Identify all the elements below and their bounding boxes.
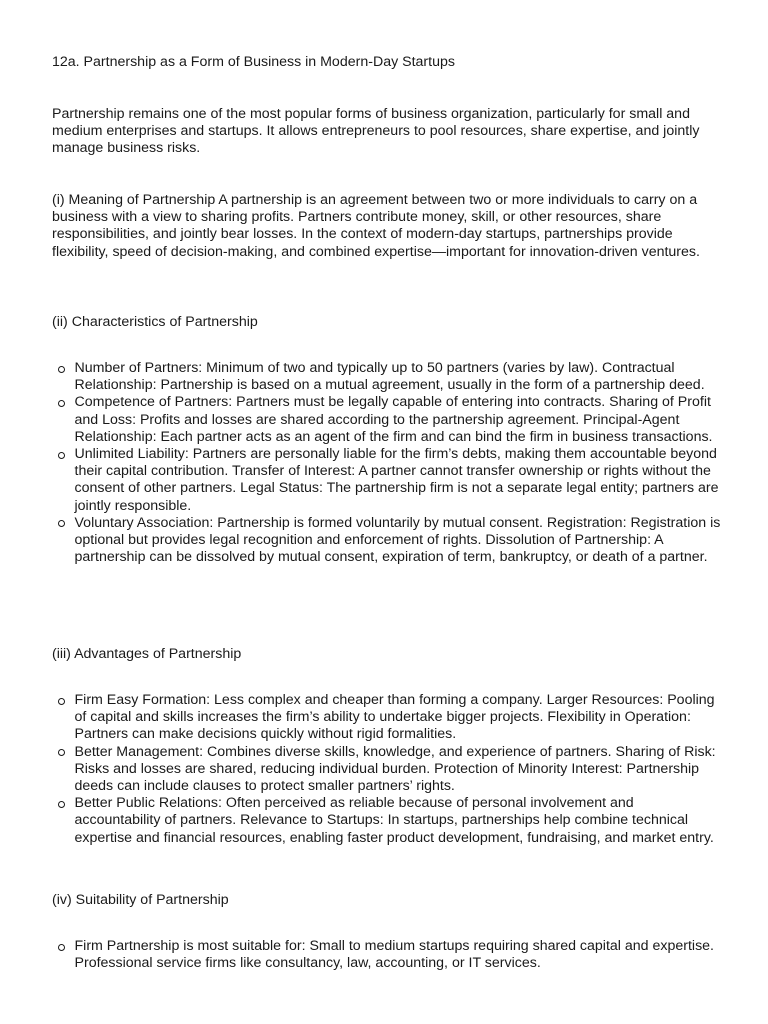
advantages-list (52, 692, 722, 847)
list-item-text: Better Management: Combines diverse skills, knowledge, and experience of partners. Sharing of Risk: Risks and losses are shared, reducing individual burden. Protection of Minority Interest: Partnership deeds can include clauses to protect smaller partners’ rights. (74, 743, 716, 795)
list-item (52, 795, 722, 847)
list-item (52, 515, 722, 567)
bullet-icon (58, 801, 65, 808)
bullet-icon (58, 749, 65, 756)
list-item (52, 692, 722, 744)
list-item-text: Voluntary Association: Partnership is formed voluntarily by mutual consent. Registration: Registration is optional but provides legal recognition and enforcement of rights. Dissolution of Partnership: A partnership can be dissolved by mutual consent, expiration of term, bankruptcy, or death of a partner. (74, 514, 721, 566)
list-item-text: Number of Partners: Minimum of two and typically up to 50 partners (varies by law). Contractual Relationship: Partnership is based on a mutual agreement, usually in the form of a partnership deed. (74, 360, 705, 394)
intro-paragraph: Partnership remains one of the most popular forms of business organization, particularly for small and medium enterprises and startups. It allows entrepreneurs to pool resources, share expertise, and jointly manage business risks. (52, 106, 700, 157)
characteristics-list (52, 360, 722, 566)
bullet-icon (58, 698, 65, 705)
bullet-icon (58, 366, 65, 373)
list-item (52, 938, 722, 972)
list-item-text: Firm Easy Formation: Less complex and cheaper than forming a company. Larger Resources: Pooling of capital and skills increases the firm’s ability to undertake bigger projects. Flexibility in Operation: Partners can make decisions quickly without rigid formalities. (74, 692, 715, 743)
suitability-list (52, 938, 722, 972)
bullet-icon (58, 944, 65, 951)
list-item-text: Better Public Relations: Often perceived as reliable because of personal involvement and accountability of partners. Relevance to Startups: In startups, partnerships help combine technical expertise and financial resources, enabling faster product development, fundraising, and market entry. (74, 795, 714, 846)
list-item (52, 360, 722, 394)
bullet-icon (58, 520, 65, 527)
list-item-text: Unlimited Liability: Partners are personally liable for the firm’s debts, making them accountable beyond their capital contribution. Transfer of Interest: A partner cannot transfer ownership or rights without the consent of other partners. Legal Status: The partnership firm is not a separate legal entity; partners are jointly responsible. (74, 446, 719, 514)
list-item (52, 446, 722, 515)
bullet-icon (58, 400, 65, 407)
bullet-icon (58, 452, 65, 459)
list-item (52, 394, 722, 446)
document-title: 12a. Partnership as a Form of Business in Modern-Day Startups (52, 54, 455, 70)
meaning-paragraph: (i) Meaning of Partnership A partnership is an agreement between two or more individuals to carry on a business with a view to sharing profits. Partners contribute money, skill, or other resources, share responsibilities, and jointly bear losses. In the context of modern-day startups, partnerships provide flexibility, speed of decision-making, and combined expertise—important for innovation-driven ventures. (52, 192, 700, 260)
advantages-heading: (iii) Advantages of Partnership (52, 646, 242, 662)
list-item-text: Competence of Partners: Partners must be legally capable of entering into contracts. Sharing of Profit and Loss: Profits and losses are shared according to the partnership agreement. Principal-Agent Relationship: Each partner acts as an agent of the firm and can bind the firm in business transactions. (74, 394, 713, 445)
list-item-text: Firm Partnership is most suitable for: Small to medium startups requiring shared capital and expertise. Professional service firms like consultancy, law, accounting, or IT services. (74, 938, 714, 972)
suitability-heading: (iv) Suitability of Partnership (52, 892, 229, 908)
characteristics-heading: (ii) Characteristics of Partnership (52, 314, 258, 330)
list-item (52, 744, 722, 796)
